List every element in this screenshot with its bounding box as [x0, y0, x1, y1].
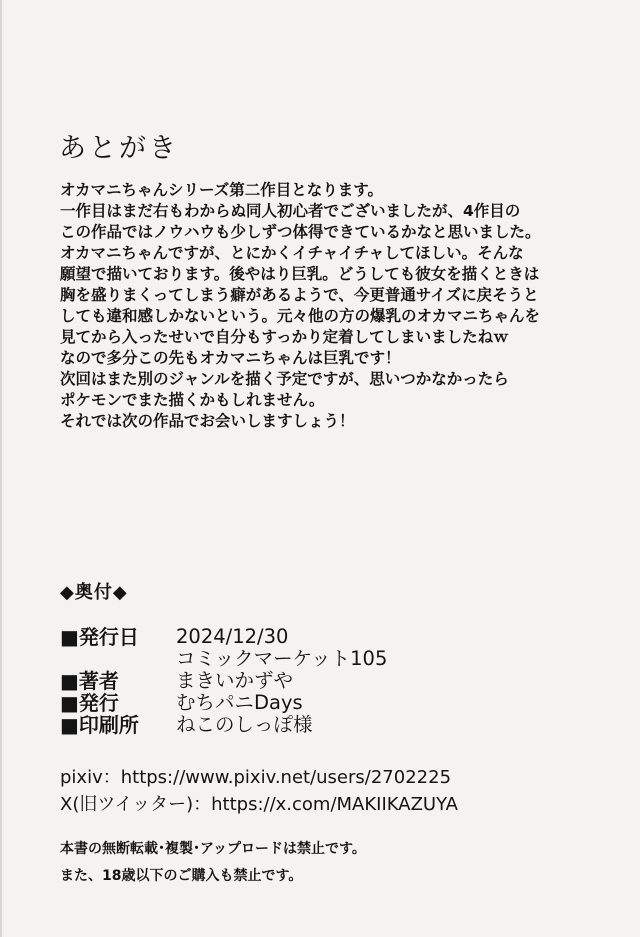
afterword-line: 一作目はまだ右もわからぬ同人初心者でございましたが、4作目の — [60, 202, 521, 220]
afterword-line: 願望で描いております。後やはり巨乳。どうしても彼女を描くときは — [60, 265, 540, 283]
author-label: ■著者 — [60, 669, 119, 693]
colophon-row-author — [60, 670, 387, 692]
afterword-line: この作品ではノウハウも少しずつ体得できているかなと思いました。 — [60, 223, 541, 241]
colophon-row-issue-date — [60, 626, 387, 648]
publisher-label: ■発行 — [60, 691, 119, 715]
afterword-line: オカマニちゃんシリーズ第二作目となります。 — [60, 181, 384, 199]
afterword-line: しても違和感しかないという。元々他の方の爆乳のオカマニちゃんを — [60, 307, 541, 325]
event-value: コミックマーケット105 — [176, 647, 388, 670]
legal-notes — [60, 836, 366, 890]
issue-date-value: 2024/12/30 — [176, 625, 289, 648]
afterword-line: 見てから入ったせいで自分もすっかり定着してしまいましたねｗ — [60, 328, 509, 346]
afterword-line: オカマニちゃんですが、とにかくイチャイチャしてほしい。そんな — [60, 244, 524, 262]
publisher-value: むちパニDays — [176, 691, 303, 714]
colophon-row-publisher — [60, 692, 387, 714]
no-reproduction-note: 本書の無断転載･複製･アップロードは禁止です。 — [60, 841, 366, 857]
colophon-title: ◆奥付◆ — [60, 582, 128, 603]
colophon-row-event — [60, 648, 387, 670]
social-links — [60, 764, 458, 818]
age-restriction-note: また、18歳以下のご購入も禁止です。 — [60, 868, 303, 884]
afterword-body — [60, 180, 620, 432]
afterword-line: それでは次の作品でお会いしますしょう！ — [60, 412, 355, 430]
x-link: X(旧ツイッター)：https://x.com/MAKIIKAZUYA — [60, 794, 458, 815]
pixiv-link: pixiv：https://www.pixiv.net/users/2702225 — [60, 767, 452, 788]
afterword-line: 胸を盛りまくってしまう癖があるようで、今更普通サイズに戻そうと — [60, 286, 539, 304]
afterword-line: なので多分この先もオカマニちゃんは巨乳です！ — [60, 349, 401, 367]
colophon-row-printer — [60, 714, 387, 736]
afterword-line: 次回はまた別のジャンルを描く予定ですが、思いつかなかったら — [60, 370, 509, 388]
colophon-table — [60, 626, 387, 736]
printer-value: ねこのしっぽ様 — [176, 713, 313, 736]
author-value: まきいかずや — [176, 669, 294, 692]
printer-label: ■印刷所 — [60, 713, 139, 737]
afterword-line: ポケモンでまた描くかもしれません。 — [60, 391, 325, 409]
issue-date-label: ■発行日 — [60, 625, 139, 649]
afterword-heading: あとがき — [59, 133, 179, 164]
